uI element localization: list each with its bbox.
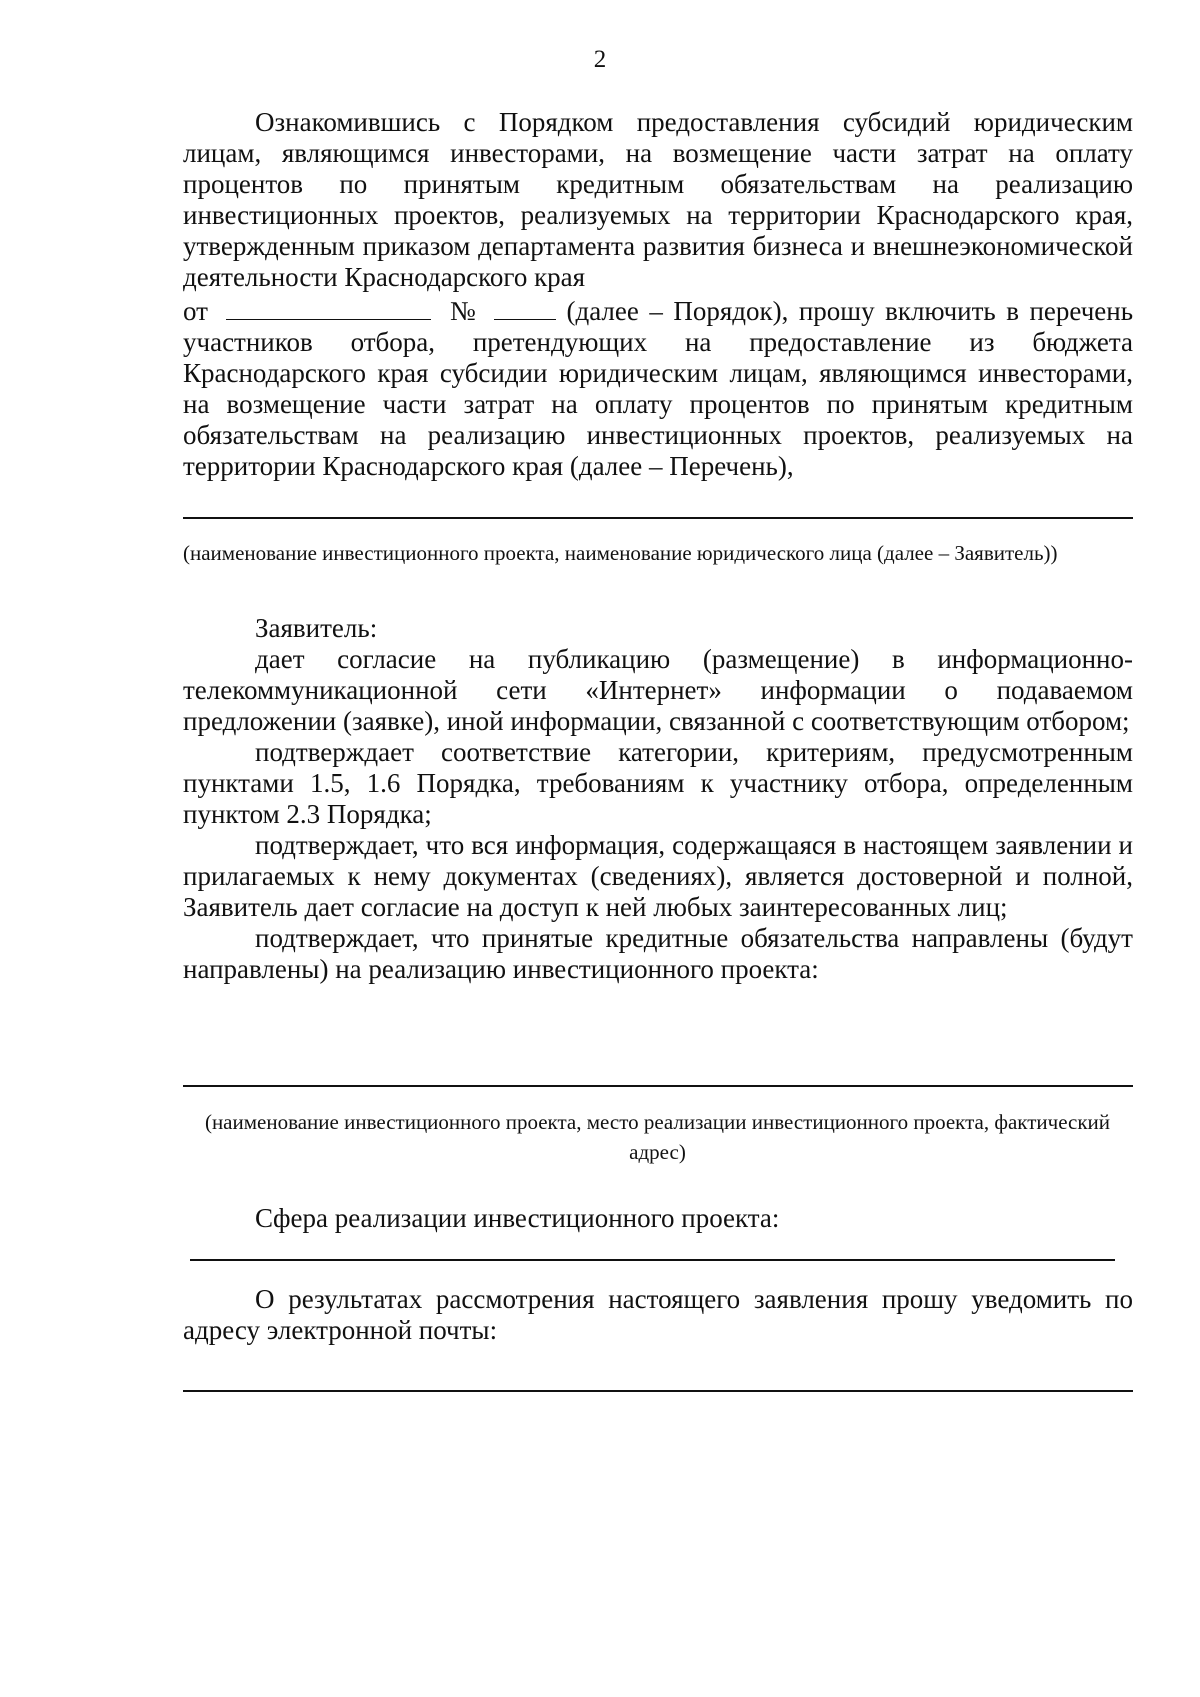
- intro-paragraph: [183, 107, 1133, 293]
- notify-paragraph: О результатах рассмотрения настоящего заявления прошу уведомить по адресу электронной почты:: [183, 1284, 1133, 1345]
- sphere-label: Сфера реализации инвестиционного проекта:: [255, 1203, 780, 1233]
- email-line[interactable]: [183, 1390, 1133, 1392]
- applicant-info-paragraph: подтверждает, что вся информация, содержащаяся в настоящем заявлении и прилагаемых к нему документах (сведениях), является достоверной и полной, Заявитель дает согласие на доступ к ней любых заинтересованных лиц;: [183, 830, 1133, 922]
- page-number: 2: [593, 46, 607, 73]
- caption-project-applicant: (наименование инвестиционного проекта, наименование юридического лица (далее – Заявитель)): [183, 541, 1058, 565]
- caption-project-location: (наименование инвестиционного проекта, место реализации инвестиционного проекта, фактический адрес): [204, 1110, 1111, 1164]
- number-sign: №: [449, 296, 480, 326]
- intro-text-part1: Ознакомившись с Порядком предоставления субсидий юридическим лицам, являющимся инвесторами, на возмещение части затрат на оплату процентов по принятым кредитным обязательствам на реализацию инвестиционных проектов, реализуемых на территории Краснодарского края, утвержденным приказом департамента развития бизнеса и внешнеэкономической деятельности Краснодарского края: [183, 107, 1133, 292]
- applicant-consent-paragraph: дает согласие на публикацию (размещение) в информационно-телекоммуникационной сети «Интернет» информации о подаваемом предложении (заявке), иной информации, связанной с соответствующим отбором;: [183, 644, 1133, 736]
- applicant-section: [183, 613, 1133, 985]
- sphere-line[interactable]: [190, 1259, 1115, 1261]
- applicant-criteria-paragraph: подтверждает соответствие категории, критериям, предусмотренным пунктами 1.5, 1.6 Порядка, требованиям к участнику отбора, определенным пунктом 2.3 Порядка;: [183, 737, 1133, 829]
- intro-paragraph-continued: [183, 296, 1133, 482]
- from-word: от: [183, 296, 208, 326]
- intro-text-part2: [183, 296, 1133, 482]
- project-location-line[interactable]: [183, 1085, 1133, 1087]
- applicant-credit-paragraph: подтверждает, что принятые кредитные обязательства направлены (будут направлены) на реализацию инвестиционного проекта:: [183, 923, 1133, 984]
- project-name-line[interactable]: [183, 517, 1133, 519]
- date-blank-field[interactable]: [226, 297, 431, 320]
- intro-text-after-blanks: (далее – Порядок), прошу включить в перечень участников отбора, претендующих на предоставление из бюджета Краснодарского края субсидии юридическим лицам, являющимся инвесторами, на возмещение части затрат на оплату процентов по принятым кредитным обязательствам на реализацию инвестиционных проектов, реализуемых на территории Краснодарского края (далее – Перечень),: [183, 296, 1134, 481]
- number-blank-field[interactable]: [494, 297, 556, 320]
- applicant-heading: Заявитель:: [255, 613, 378, 643]
